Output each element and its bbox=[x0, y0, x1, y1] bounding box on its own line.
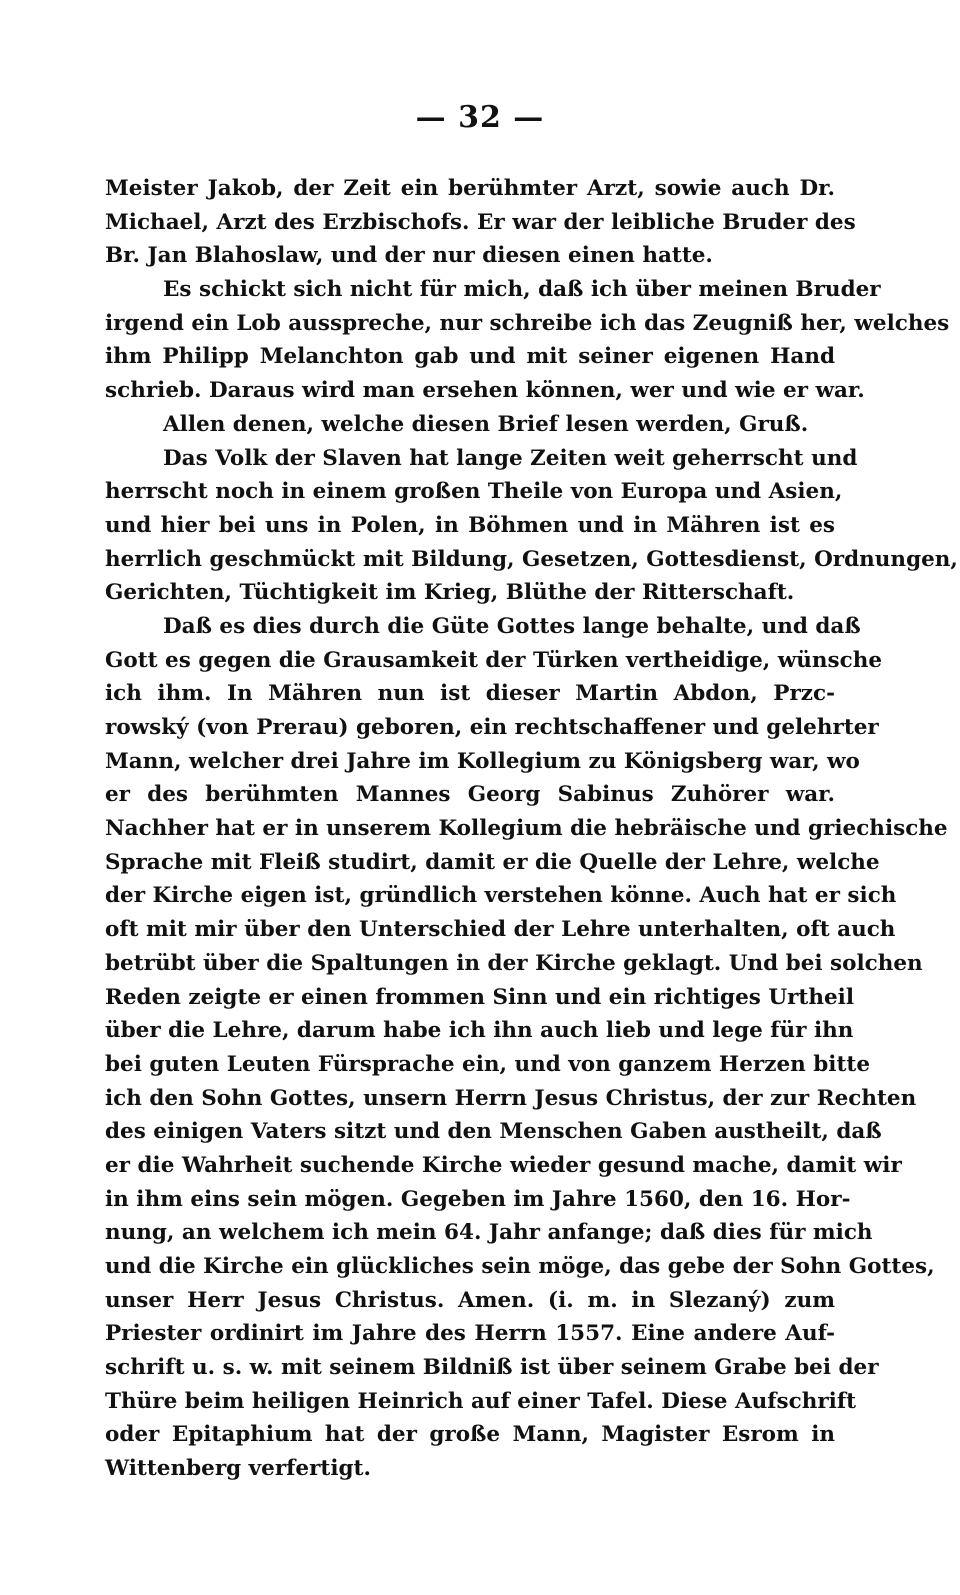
text-line: Br. Jan Blahoslaw, und der nur diesen einen hatte. bbox=[105, 243, 713, 269]
text-line: Mann, welcher drei Jahre im Kollegium zu Königsberg war, wo bbox=[105, 748, 860, 774]
text-line: und hier bei uns in Polen, in Böhmen und in Mähren ist es bbox=[105, 512, 835, 538]
text-line: Meister Jakob, der Zeit ein berühmter Arzt, sowie auch Dr. bbox=[105, 176, 835, 201]
text-line: unser Herr Jesus Christus. Amen. (i. m. in Slezaný) zum bbox=[105, 1287, 835, 1313]
text-line: ich ihm. In Mähren nun ist dieser Martin Abdon, Przc- bbox=[105, 681, 835, 707]
text-line: herrscht noch in einem großen Theile von Europa und Asien, bbox=[105, 479, 843, 505]
body-text bbox=[105, 172, 958, 1486]
text-line: Es schickt sich nicht für mich, daß ich über meinen Bruder bbox=[163, 277, 881, 303]
text-line: über die Lehre, darum habe ich ihn auch lieb und lege für ihn bbox=[105, 1018, 854, 1044]
text-line: nung, an welchem ich mein 64. Jahr anfange; daß dies für mich bbox=[105, 1220, 873, 1246]
text-line: ihm Philipp Melanchton gab und mit seiner eigenen Hand bbox=[105, 344, 835, 370]
text-line: rowský (von Prerau) geboren, ein rechtschaffener und gelehrter bbox=[105, 715, 879, 740]
text-line: irgend ein Lob ausspreche, nur schreibe ich das Zeugniß her, welches bbox=[105, 310, 950, 336]
text-line: Thüre beim heiligen Heinrich auf einer Tafel. Diese Aufschrift bbox=[105, 1388, 857, 1414]
text-line: schrieb. Daraus wird man ersehen können, wer und wie er war. bbox=[105, 378, 865, 404]
text-line: Priester ordinirt im Jahre des Herrn 1557. Eine andere Auf- bbox=[105, 1321, 835, 1347]
text-line: betrübt über die Spaltungen in der Kirche geklagt. Und bei solchen bbox=[105, 950, 923, 976]
text-line: schrift u. s. w. mit seinem Bildniß ist über seinem Grabe bei der bbox=[105, 1355, 879, 1381]
text-line: Daß es dies durch die Güte Gottes lange behalte, und daß bbox=[163, 613, 861, 639]
text-line: Sprache mit Fleiß studirt, damit er die Quelle der Lehre, welche bbox=[105, 849, 880, 875]
text-line: Das Volk der Slaven hat lange Zeiten weit geherrscht und bbox=[163, 445, 858, 471]
text-line: und die Kirche ein glückliches sein möge, das gebe der Sohn Gottes, bbox=[105, 1254, 935, 1279]
text-line: Gerichten, Tüchtigkeit im Krieg, Blüthe der Ritterschaft. bbox=[105, 580, 795, 606]
text-line: Gott es gegen die Grausamkeit der Türken vertheidige, wünsche bbox=[105, 647, 883, 673]
text-line: er die Wahrheit suchende Kirche wieder gesund mache, damit wir bbox=[105, 1152, 902, 1178]
page-number: — 32 — bbox=[415, 100, 545, 135]
text-line: Michael, Arzt des Erzbischofs. Er war der leibliche Bruder des bbox=[105, 209, 856, 235]
text-line: in ihm eins sein mögen. Gegeben im Jahre 1560, den 16. Hor- bbox=[105, 1186, 851, 1212]
text-line: ich den Sohn Gottes, unsern Herrn Jesus Christus, der zur Rechten bbox=[105, 1085, 917, 1111]
text-line: der Kirche eigen ist, gründlich verstehen könne. Auch hat er sich bbox=[105, 883, 897, 909]
text-line: oft mit mir über den Unterschied der Lehre unterhalten, oft auch bbox=[105, 917, 896, 943]
text-line: des einigen Vaters sitzt und den Menschen Gaben austheilt, daß bbox=[105, 1119, 882, 1145]
text-line: Reden zeigte er einen frommen Sinn und ein richtiges Urtheil bbox=[105, 984, 854, 1010]
text-line: er des berühmten Mannes Georg Sabinus Zuhörer war. bbox=[105, 782, 835, 808]
text-line: Nachher hat er in unserem Kollegium die hebräische und griechische bbox=[105, 816, 948, 842]
text-line: oder Epitaphium hat der große Mann, Magister Esrom in bbox=[105, 1422, 835, 1448]
text-line: herrlich geschmückt mit Bildung, Gesetzen, Gottesdienst, Ordnungen, bbox=[105, 546, 958, 572]
text-line: Wittenberg verfertigt. bbox=[105, 1456, 371, 1482]
text-line: bei guten Leuten Fürsprache ein, und von ganzem Herzen bitte bbox=[105, 1051, 871, 1077]
text-line: Allen denen, welche diesen Brief lesen werden, Gruß. bbox=[163, 411, 809, 437]
